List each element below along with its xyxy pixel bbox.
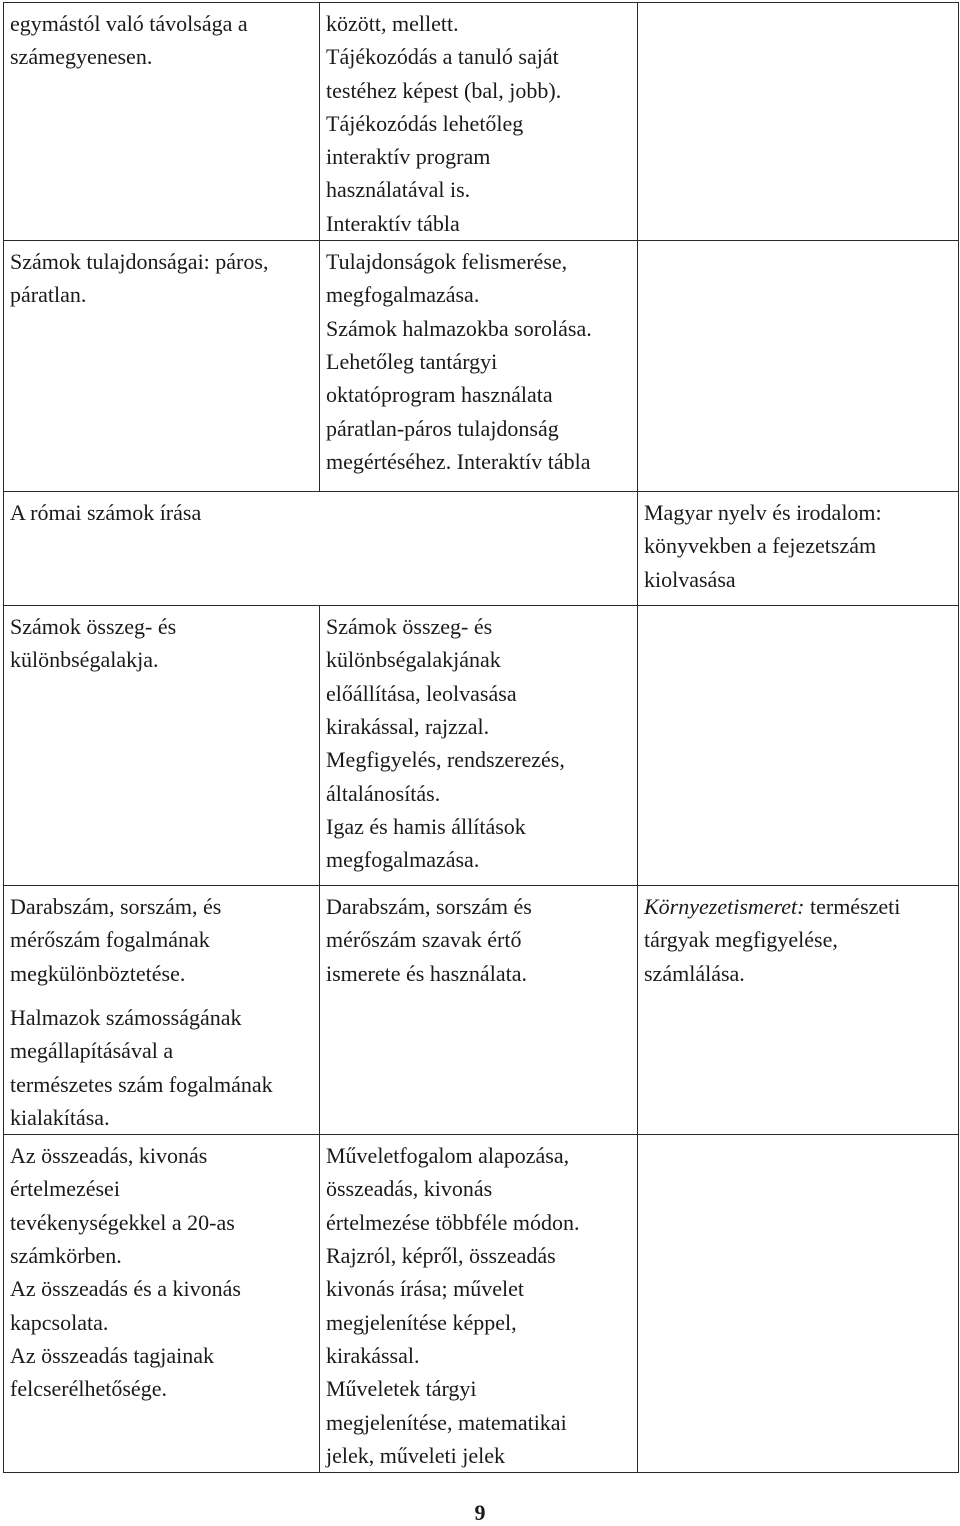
cell-line: Tulajdonságok felismerése,: [326, 249, 568, 275]
cell-line: számegyenesen.: [10, 44, 153, 70]
activity-cell: [320, 606, 638, 886]
connection-cell: [638, 3, 959, 241]
cell-line: egymástól való távolsága a: [10, 11, 248, 36]
cell-line: [644, 890, 952, 923]
cell-line: számlálása.: [644, 960, 745, 986]
cell-line: Az összeadás tagjainak: [10, 1342, 215, 1368]
table-row: [4, 3, 959, 241]
cell-line: kirakással, rajzzal.: [326, 713, 490, 739]
cell-line: megfogalmazása.: [326, 847, 480, 873]
cell-line: megállapításával a: [10, 1038, 174, 1064]
cell-line: kivonás írása; művelet: [326, 1276, 524, 1302]
topic-cell: [4, 606, 320, 886]
cell-line: jelek, műveleti jelek: [326, 1442, 505, 1468]
cell-line: Magyar nyelv és irodalom:: [644, 500, 882, 526]
cell-line: könyvekben a fejezetszám: [644, 533, 877, 559]
cell-line: A római számok írása: [10, 500, 202, 526]
activity-cell: [320, 3, 638, 241]
cell-line: értelmezése többféle módon.: [326, 1209, 580, 1235]
cell-line: Számok összeg- és: [326, 614, 493, 640]
cell-line: Az összeadás és a kivonás: [10, 1276, 241, 1302]
cell-line: megértéséhez. Interaktív tábla: [326, 448, 591, 474]
cell-line: interaktív program: [326, 144, 491, 170]
cell-line: Rajzról, képről, összeadás: [326, 1243, 556, 1269]
cell-line: használatával is.: [326, 177, 471, 203]
cell-line: természetes szám fogalmának: [10, 1071, 273, 1097]
topic-cell: [4, 241, 320, 492]
cell-line: kirakással.: [326, 1342, 420, 1368]
cell-line: mérőszám fogalmának: [10, 927, 210, 953]
connection-cell: [638, 606, 959, 886]
cell-line: mérőszám szavak értő: [326, 927, 522, 953]
cell-line: számkörben.: [10, 1243, 122, 1269]
cell-line: Tájékozódás lehetőleg: [326, 110, 524, 136]
connection-cell: [638, 1135, 959, 1473]
cell-line: megjelenítése, matematikai: [326, 1409, 567, 1435]
cell-line: páratlan-páros tulajdonság: [326, 415, 559, 441]
cell-line: Igaz és hamis állítások: [326, 813, 526, 839]
subject-name: Környezetismeret:: [644, 894, 805, 920]
connection-cell: [638, 492, 959, 606]
cell-line: Interaktív tábla: [326, 210, 460, 236]
connection-cell: [638, 886, 959, 1135]
cell-line: Számok összeg- és: [10, 614, 177, 640]
cell-line: tevékenységekkel a 20-as: [10, 1209, 235, 1235]
activity-cell: [320, 1135, 638, 1473]
cell-text: természeti: [804, 894, 901, 920]
cell-line: Számok tulajdonságai: páros,: [10, 249, 269, 275]
cell-line: megfogalmazása.: [326, 282, 480, 308]
cell-line: Műveletek tárgyi: [326, 1376, 477, 1402]
cell-line: tárgyak megfigyelése,: [644, 927, 838, 953]
cell-line: Halmazok számosságának: [10, 1004, 242, 1030]
cell-line: összeadás, kivonás: [326, 1176, 493, 1202]
cell-line: Az összeadás, kivonás: [10, 1143, 208, 1169]
cell-line: értelmezései: [10, 1176, 120, 1202]
cell-line: Számok halmazokba sorolása.: [326, 315, 592, 341]
cell-line: Megfigyelés, rendszerezés,: [326, 747, 565, 773]
page-number: 9: [474, 1500, 486, 1525]
topic-cell: [4, 1135, 320, 1473]
cell-line: páratlan.: [10, 282, 87, 308]
table-row: [4, 1135, 959, 1473]
cell-line: megkülönböztetése.: [10, 960, 186, 986]
cell-line: oktatóprogram használata: [326, 382, 553, 408]
cell-line: testéhez képest (bal, jobb).: [326, 77, 562, 103]
cell-line: megjelenítése képpel,: [326, 1309, 517, 1335]
topic-cell: [4, 886, 320, 1135]
cell-line: ismerete és használata.: [326, 960, 527, 986]
cell-line: felcserélhetősége.: [10, 1376, 167, 1402]
cell-line: Darabszám, sorszám és: [326, 894, 532, 920]
topic-cell: [4, 492, 638, 606]
cell-line: kialakítása.: [10, 1104, 110, 1130]
cell-line: Műveletfogalom alapozása,: [326, 1143, 570, 1169]
activity-cell: [320, 241, 638, 492]
cell-line: kiolvasása: [644, 566, 736, 592]
table-row: [4, 241, 959, 492]
cell-line: általánosítás.: [326, 780, 441, 806]
cell-line: kapcsolata.: [10, 1309, 109, 1335]
topic-cell: [4, 3, 320, 241]
cell-line: között, mellett.: [326, 11, 459, 36]
table-row: [4, 492, 959, 606]
table-row: [4, 886, 959, 1135]
cell-line: különbségalakjának: [326, 647, 501, 673]
cell-line: Tájékozódás a tanuló saját: [326, 44, 559, 70]
table-row: [4, 606, 959, 886]
cell-line: Darabszám, sorszám, és: [10, 894, 222, 920]
connection-cell: [638, 241, 959, 492]
cell-line: különbségalakja.: [10, 647, 159, 673]
cell-line: előállítása, leolvasása: [326, 680, 517, 706]
curriculum-table: [3, 2, 959, 1473]
cell-line: Lehetőleg tantárgyi: [326, 348, 498, 374]
activity-cell: [320, 886, 638, 1135]
